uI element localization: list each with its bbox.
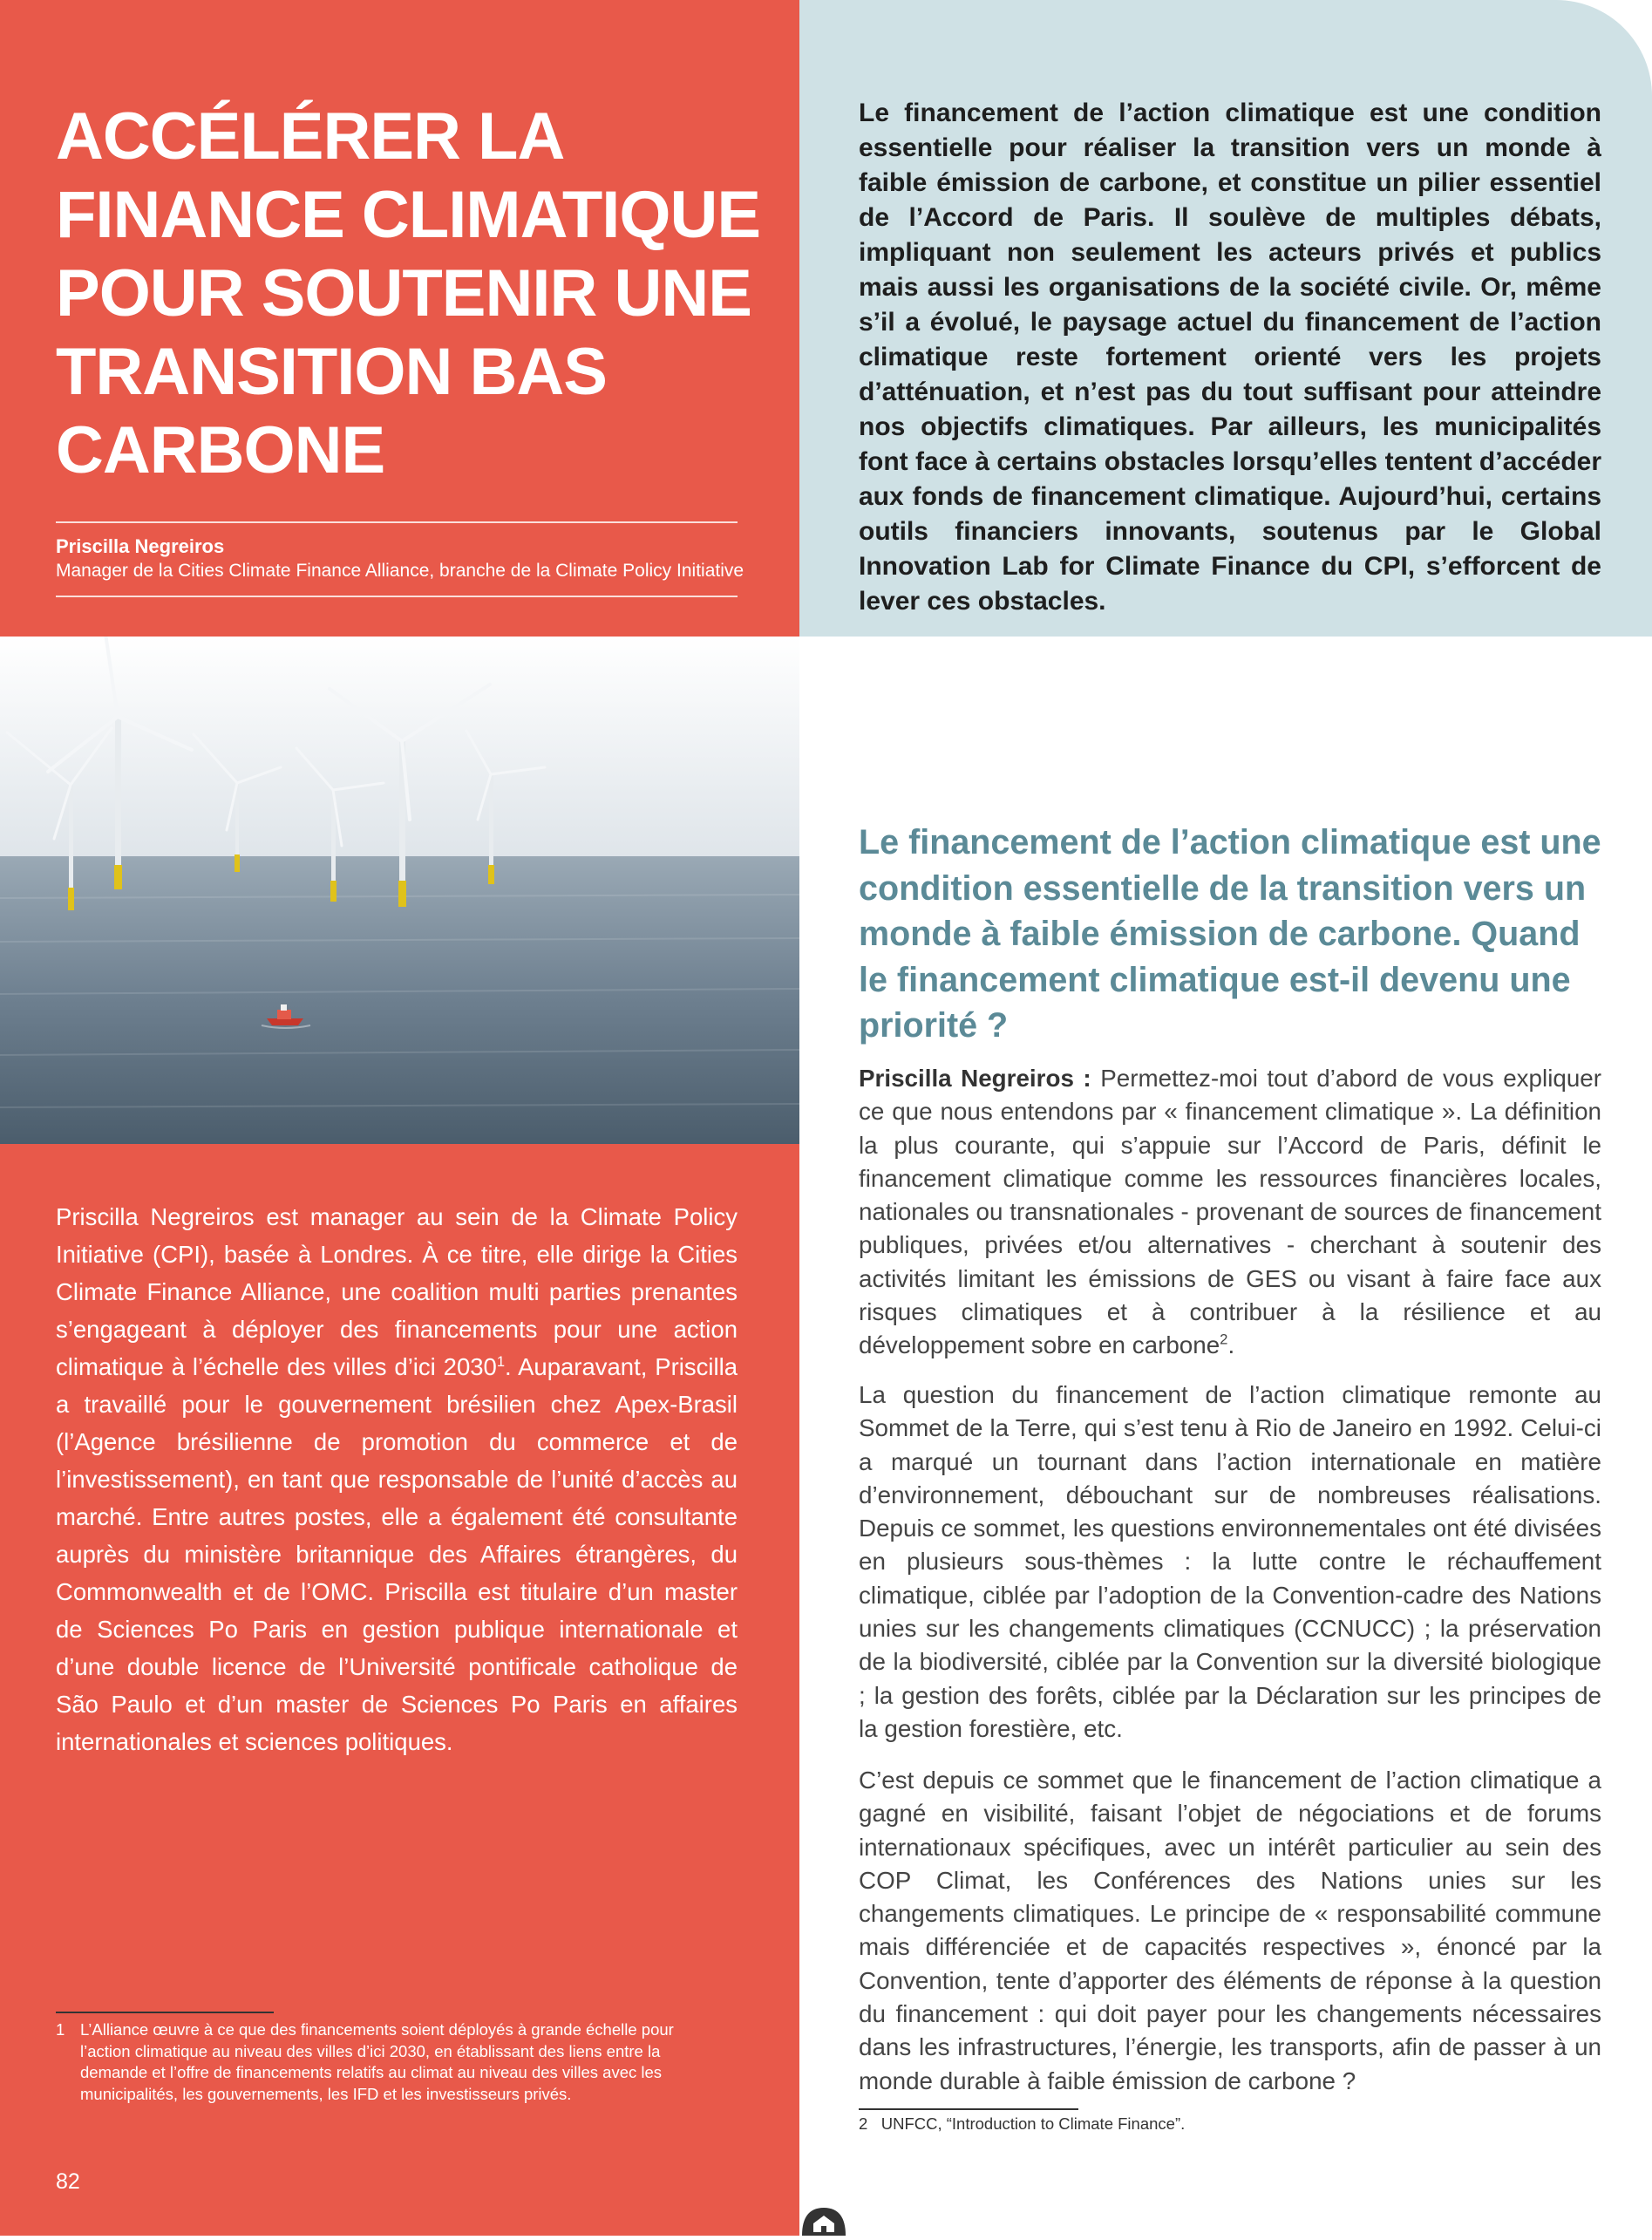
- footnote-1: [56, 2019, 718, 2105]
- author-top-rule: [56, 521, 738, 523]
- speaker-name: Priscilla Negreiros :: [859, 1065, 1091, 1092]
- interview-question: Le financement de l’action climatique est une condition essentielle de la transition vers un monde à faible émission de carbone. Quand le financement climatique est-il devenu une priorité ?: [859, 823, 1601, 1045]
- author-name: Priscilla Negreiros: [56, 535, 225, 557]
- footnote-2: 2 UNFCC, “Introduction to Climate Finance”.: [859, 2114, 1186, 2133]
- answer-paragraph-3: C’est depuis ce sommet que le financement de l’action climatique a gagné en visibilité, faisant l’objet de négociations et de forums internationaux spécifiques, avec un intérêt particulier au sein des COP Climat, les Conférences des Nations unies sur les changements climatiques. Le principe de « responsabilité commune mais différenciée et de capacités respectives », énoncé par la Convention, tente d’apporter des éléments de réponse à la question du financement : qui doit payer pour les changements nécessaires dans les infrastructures, l’énergie, les transports, afin de passer à un monde durable à faible émission de carbone ?: [859, 1767, 1601, 2094]
- answer-paragraph-1: Priscilla Negreiros : Permettez-moi tout d’abord de vous expliquer ce que nous entendons par « financement climatique ». La définition la plus courante, qui s’appuie sur l’Accord de Paris, définit le financement climatique comme les ressources financières locales, nationales ou transnationales - provenant de sources de financement publiques, privées et/ou alternatives - cherchant à soutenir des activités limitant les émissions de GES ou visant à faire face aux risques climatiques et à contribuer à la résilience et au développement sobre en carbone$^2$.: [859, 1065, 1601, 1359]
- answer-paragraph-2: La question du financement de l’action climatique remonte au Sommet de la Terre, qui s’est tenu à Rio de Janeiro en 1992. Celui-ci a marqué un tournant dans l’action internationale en matière d’environnement, débouchant sur de nombreuses réalisations. Depuis ce sommet, les questions environnementales ont été divisées en plusieurs sous-thèmes : la lutte contre le réchauffement climatique, ciblée par l’adoption de la Convention-cadre des Nations unies sur les changements climatiques (CCNUCC) ; la préservation de la biodiversité, ciblée par la Convention sur la diversité biologique ; la gestion des forêts, ciblée par la Déclaration sur les principes de la gestion forestière, etc.: [859, 1381, 1601, 1742]
- intro-paragraph: Le financement de l’action climatique est une condition essentielle pour réaliser la transition vers un monde à faible émission de carbone, et constitue un pilier essentiel de l’Accord de Paris. Il soulève de multiples débats, impliquant non seulement les acteurs privés et publics mais aussi les organisations de la société civile. Or, même s’il a évolué, le paysage actuel du financement de l’action climatique reste fortement orienté vers les projets d’atténuation, et n’est pas du tout suffisant pour atteindre nos objectifs climatiques. Par ailleurs, les municipalités font face à certains obstacles lorsqu’elles tentent d’accéder aux fonds de financement climatique. Aujourd’hui, certains outils financiers innovants, soutenus par le Global Innovation Lab for Climate Finance du CPI, s’efforcent de lever ces obstacles.: [859, 99, 1601, 616]
- author-bottom-rule: [56, 596, 738, 597]
- footnote-rule-right: [859, 2108, 1078, 2110]
- footnote-ref-1: 1: [496, 1353, 506, 1370]
- footnote-1-text: L’Alliance œuvre à ce que des financements soient déployés à grande échelle pour l’action climatique au niveau des villes d’ici 2030, en établissant des liens entre la demande et l’offre de financements relatifs au climat au niveau des villes avec les municipalités, les gouvernements, les IFD et les investisseurs privés.: [80, 2020, 674, 2103]
- footnote-rule-left: [56, 2012, 274, 2013]
- page-number: 82: [56, 2169, 80, 2194]
- footnote-1-number: 1: [56, 2020, 65, 2039]
- wind-turbines-photo: [0, 637, 799, 1144]
- author-bio: Priscilla Negreiros est manager au sein de la Climate Policy Initiative (CPI), basée à Londres. À ce titre, elle dirige la Cities Climate Finance Alliance, une coalition multi parties prenantes s’engageant à déployer des financements pour une action climatique à l’échelle des villes d’ici 2030$^1$. Auparavant, Priscilla a travaillé pour le gouvernement brésilien chez Apex-Brasil (l’Agence brésilienne de promotion du commerce et de l’investissement), en tant que responsable de l’unité d’accès au marché. Entre autres postes, elle a également été consultante auprès du ministère britannique des Affaires étrangères, du Commonwealth et de l’OMC. Priscilla est titulaire d’un master de Sciences Po Paris en gestion publique internationale et d’une double licence de l’Université pontificale catholique de São Paulo et d’un master de Sciences Po Paris en affaires internationales et sciences politiques.: [56, 1203, 738, 1755]
- page-title: ACCÉLÉRER LA FINANCE CLIMATIQUE POUR SOUTENIR UNE TRANSITION BAS CARBONE: [56, 99, 761, 487]
- author-role: Manager de la Cities Climate Finance Alliance, branche de la Climate Policy Initiative: [56, 561, 744, 581]
- footnote-ref-2: 2: [1220, 1331, 1228, 1349]
- home-icon[interactable]: [799, 2206, 849, 2236]
